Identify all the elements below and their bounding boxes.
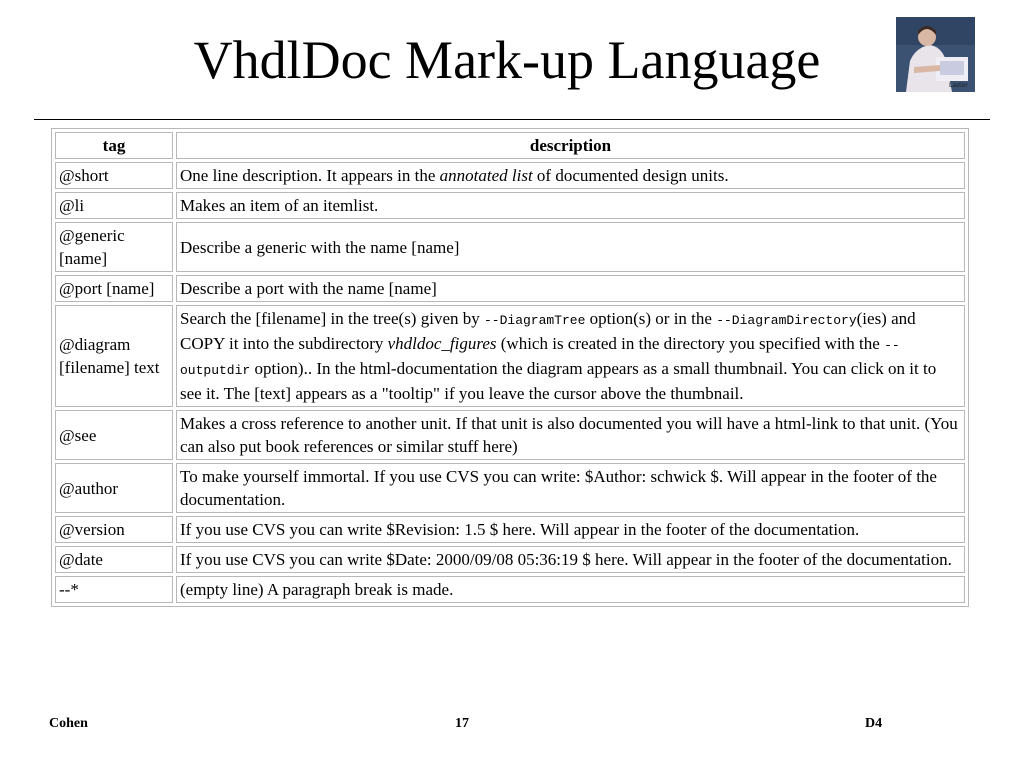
presenter-photo <box>896 17 975 92</box>
description-text: option).. In the html-documentation the diagram appears as a small thumbnail. You can click on it to see it. The [text] appears as a "tooltip" if you leave the cursor above the thumbnail. <box>180 359 937 403</box>
italic-text: annotated list <box>439 166 533 185</box>
description-text: (which is created in the directory you specified with the <box>496 334 885 353</box>
tag-cell: @diagram [filename] text <box>55 305 173 407</box>
description-cell <box>176 222 965 272</box>
tag-cell: @port [name] <box>55 275 173 302</box>
tag-cell: @author <box>55 463 173 513</box>
table-row <box>55 275 965 302</box>
table-row <box>55 305 965 407</box>
tag-cell: @version <box>55 516 173 543</box>
tag-cell: @see <box>55 410 173 460</box>
description-cell <box>176 576 965 603</box>
description-text: Makes a cross reference to another unit. If that unit is also documented you will have a html-link to that unit. (You can also put book references or similar stuff here) <box>180 414 958 456</box>
description-cell <box>176 516 965 543</box>
italic-text: vhdldoc_figures <box>387 334 497 353</box>
column-header-tag: tag <box>55 132 173 159</box>
tag-cell: @short <box>55 162 173 189</box>
code-text: --outputdir <box>180 338 900 378</box>
description-text: Search the [filename] in the tree(s) given by <box>180 309 484 328</box>
table-row <box>55 463 965 513</box>
description-cell <box>176 192 965 219</box>
description-cell <box>176 162 965 189</box>
description-text: option(s) or in the <box>585 309 717 328</box>
table-row <box>55 192 965 219</box>
description-cell <box>176 305 965 407</box>
markup-tags-table <box>51 128 969 607</box>
table-row <box>55 410 965 460</box>
code-text: --DiagramDirectory <box>716 313 857 328</box>
tag-cell: @li <box>55 192 173 219</box>
slide-title: VhdlDoc Mark-up Language <box>193 30 821 90</box>
description-text: Makes an item of an itemlist. <box>180 196 379 215</box>
footer-page-number: 17 <box>455 716 469 731</box>
description-text: Describe a port with the name [name] <box>180 279 437 298</box>
description-text: If you use CVS you can write $Revision: 1.5 $ here. Will appear in the footer of the documentation. <box>180 520 860 539</box>
description-cell <box>176 546 965 573</box>
presenter-photo-image <box>896 17 975 92</box>
table-row <box>55 222 965 272</box>
footer-slide-id: D4 <box>865 716 883 731</box>
column-header-description: description <box>176 132 965 159</box>
description-text: If you use CVS you can write $Date: 2000/09/08 05:36:19 $ here. Will appear in the footer of the documentation. <box>180 550 952 569</box>
description-text: One line description. It appears in the <box>180 166 440 185</box>
description-text: To make yourself immortal. If you use CVS you can write: $Author: schwick $. Will appear in the footer of the documentation. <box>180 467 937 509</box>
table-body <box>55 162 965 603</box>
table-row <box>55 162 965 189</box>
description-text: of documented design units. <box>532 166 729 185</box>
table-row <box>55 516 965 543</box>
description-text: Describe a generic with the name [name] <box>180 237 460 257</box>
code-text: --DiagramTree <box>483 313 586 328</box>
table-header-row <box>55 132 965 159</box>
table-row <box>55 576 965 603</box>
description-text: (empty line) A paragraph break is made. <box>180 580 454 599</box>
table-row <box>55 546 965 573</box>
description-cell <box>176 410 965 460</box>
tag-cell: @generic [name] <box>55 222 173 272</box>
description-cell <box>176 275 965 302</box>
tag-cell: @date <box>55 546 173 573</box>
title-divider <box>34 119 990 120</box>
photo-caption: Laster <box>949 82 968 89</box>
tag-cell: --* <box>55 576 173 603</box>
description-text: (ies) and COPY it into the subdirectory <box>180 309 916 353</box>
description-cell <box>176 463 965 513</box>
footer-author: Cohen <box>49 716 88 731</box>
